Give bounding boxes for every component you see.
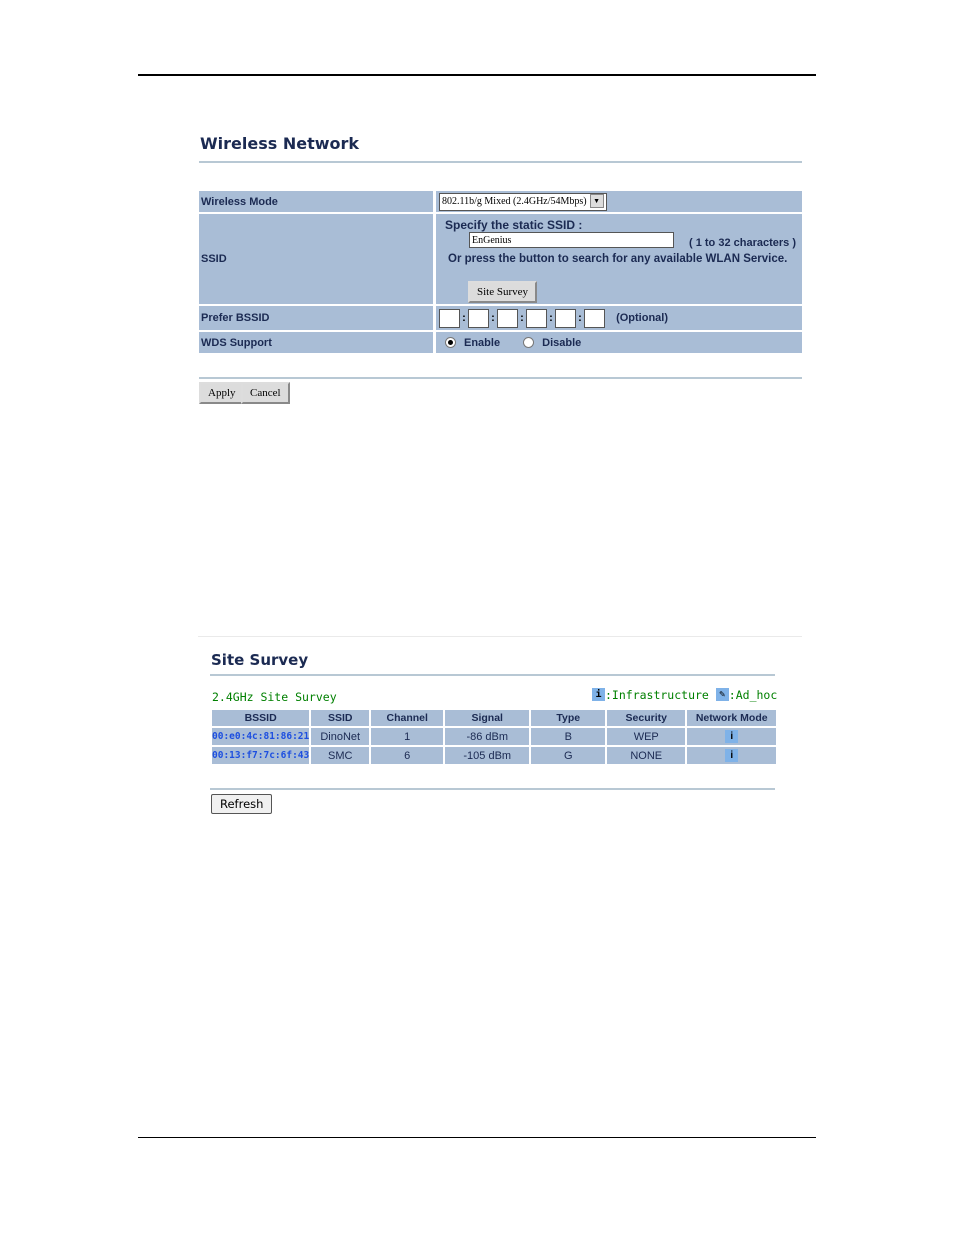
table-row <box>212 747 776 764</box>
ssid-hint: ( 1 to 32 characters ) <box>689 237 796 249</box>
bssid-octet-4[interactable] <box>526 309 547 328</box>
table-row <box>212 728 776 745</box>
col-network-mode: Network Mode <box>687 710 776 726</box>
site-survey-subtitle: 2.4GHz Site Survey <box>212 690 337 704</box>
site-survey-title-divider <box>210 674 775 676</box>
apply-button[interactable]: Apply <box>199 382 245 404</box>
page-bottom-rule <box>138 1137 816 1138</box>
bssid-link[interactable]: 00:e0:4c:81:86:21 <box>212 728 309 745</box>
bssid-octet-6[interactable] <box>584 309 605 328</box>
wds-enable-radio[interactable] <box>445 337 456 348</box>
bssid-link[interactable]: 00:13:f7:7c:6f:43 <box>212 747 309 764</box>
ssid-input[interactable] <box>469 232 674 248</box>
table-header <box>212 710 776 726</box>
bssid-octet-1[interactable] <box>439 309 460 328</box>
page-top-rule <box>138 74 816 76</box>
ssid-or-text: Or press the button to search for any available WLAN Service. <box>448 253 788 265</box>
ssid-cell: DinoNet <box>311 728 369 745</box>
wireless-mode-row <box>199 191 802 212</box>
chevron-down-icon: ▼ <box>590 194 604 208</box>
refresh-button[interactable]: Refresh <box>211 794 272 814</box>
type-cell: G <box>531 747 605 764</box>
infrastructure-icon: i <box>592 688 605 701</box>
network-mode-legend <box>592 688 777 702</box>
col-type: Type <box>531 710 605 726</box>
channel-cell: 1 <box>371 728 443 745</box>
bssid-octet-3[interactable] <box>497 309 518 328</box>
site-survey-divider <box>210 788 775 790</box>
type-cell: B <box>531 728 605 745</box>
ssid-label: SSID <box>199 214 433 304</box>
legend-infrastructure: :Infrastructure <box>605 688 709 702</box>
channel-cell: 6 <box>371 747 443 764</box>
cancel-button[interactable]: Cancel <box>241 382 290 404</box>
bssid-octet-5[interactable] <box>555 309 576 328</box>
signal-cell: -105 dBm <box>445 747 529 764</box>
ssid-row <box>199 214 802 304</box>
prefer-bssid-label: Prefer BSSID <box>199 306 433 330</box>
ssid-cell: SMC <box>311 747 369 764</box>
site-survey-button[interactable]: Site Survey <box>468 281 537 303</box>
wireless-mode-select[interactable] <box>439 193 607 211</box>
wireless-settings-table <box>199 189 802 355</box>
bssid-optional-label: (Optional) <box>616 312 668 324</box>
bssid-octet-2[interactable] <box>468 309 489 328</box>
legend-adhoc: :Ad_hoc <box>728 688 778 702</box>
wds-support-label: WDS Support <box>199 332 433 353</box>
wireless-mode-label: Wireless Mode <box>199 191 433 212</box>
wireless-network-title: Wireless Network <box>200 134 360 153</box>
security-cell: WEP <box>607 728 685 745</box>
infrastructure-icon: i <box>725 730 738 743</box>
security-cell: NONE <box>607 747 685 764</box>
wds-disable-label: Disable <box>542 336 582 349</box>
form-divider <box>199 377 802 379</box>
infrastructure-icon: i <box>725 749 738 762</box>
wds-disable-radio[interactable] <box>523 337 534 348</box>
wireless-mode-value: 802.11b/g Mixed (2.4GHz/54Mbps) <box>442 195 587 207</box>
site-survey-title: Site Survey <box>211 651 309 669</box>
wds-enable-label: Enable <box>464 336 501 349</box>
site-survey-table <box>210 708 778 766</box>
signal-cell: -86 dBm <box>445 728 529 745</box>
col-channel: Channel <box>371 710 443 726</box>
wds-support-row <box>199 332 802 353</box>
col-bssid: BSSID <box>212 710 309 726</box>
site-survey-frame-edge <box>198 636 802 637</box>
title-divider <box>199 161 802 163</box>
ssid-specify-label: Specify the static SSID : <box>445 218 583 232</box>
prefer-bssid-row: Prefer BSSID : : : : : (Optional) <box>199 306 802 330</box>
col-ssid: SSID <box>311 710 369 726</box>
col-signal: Signal <box>445 710 529 726</box>
adhoc-icon: ✎ <box>716 688 729 701</box>
col-security: Security <box>607 710 685 726</box>
